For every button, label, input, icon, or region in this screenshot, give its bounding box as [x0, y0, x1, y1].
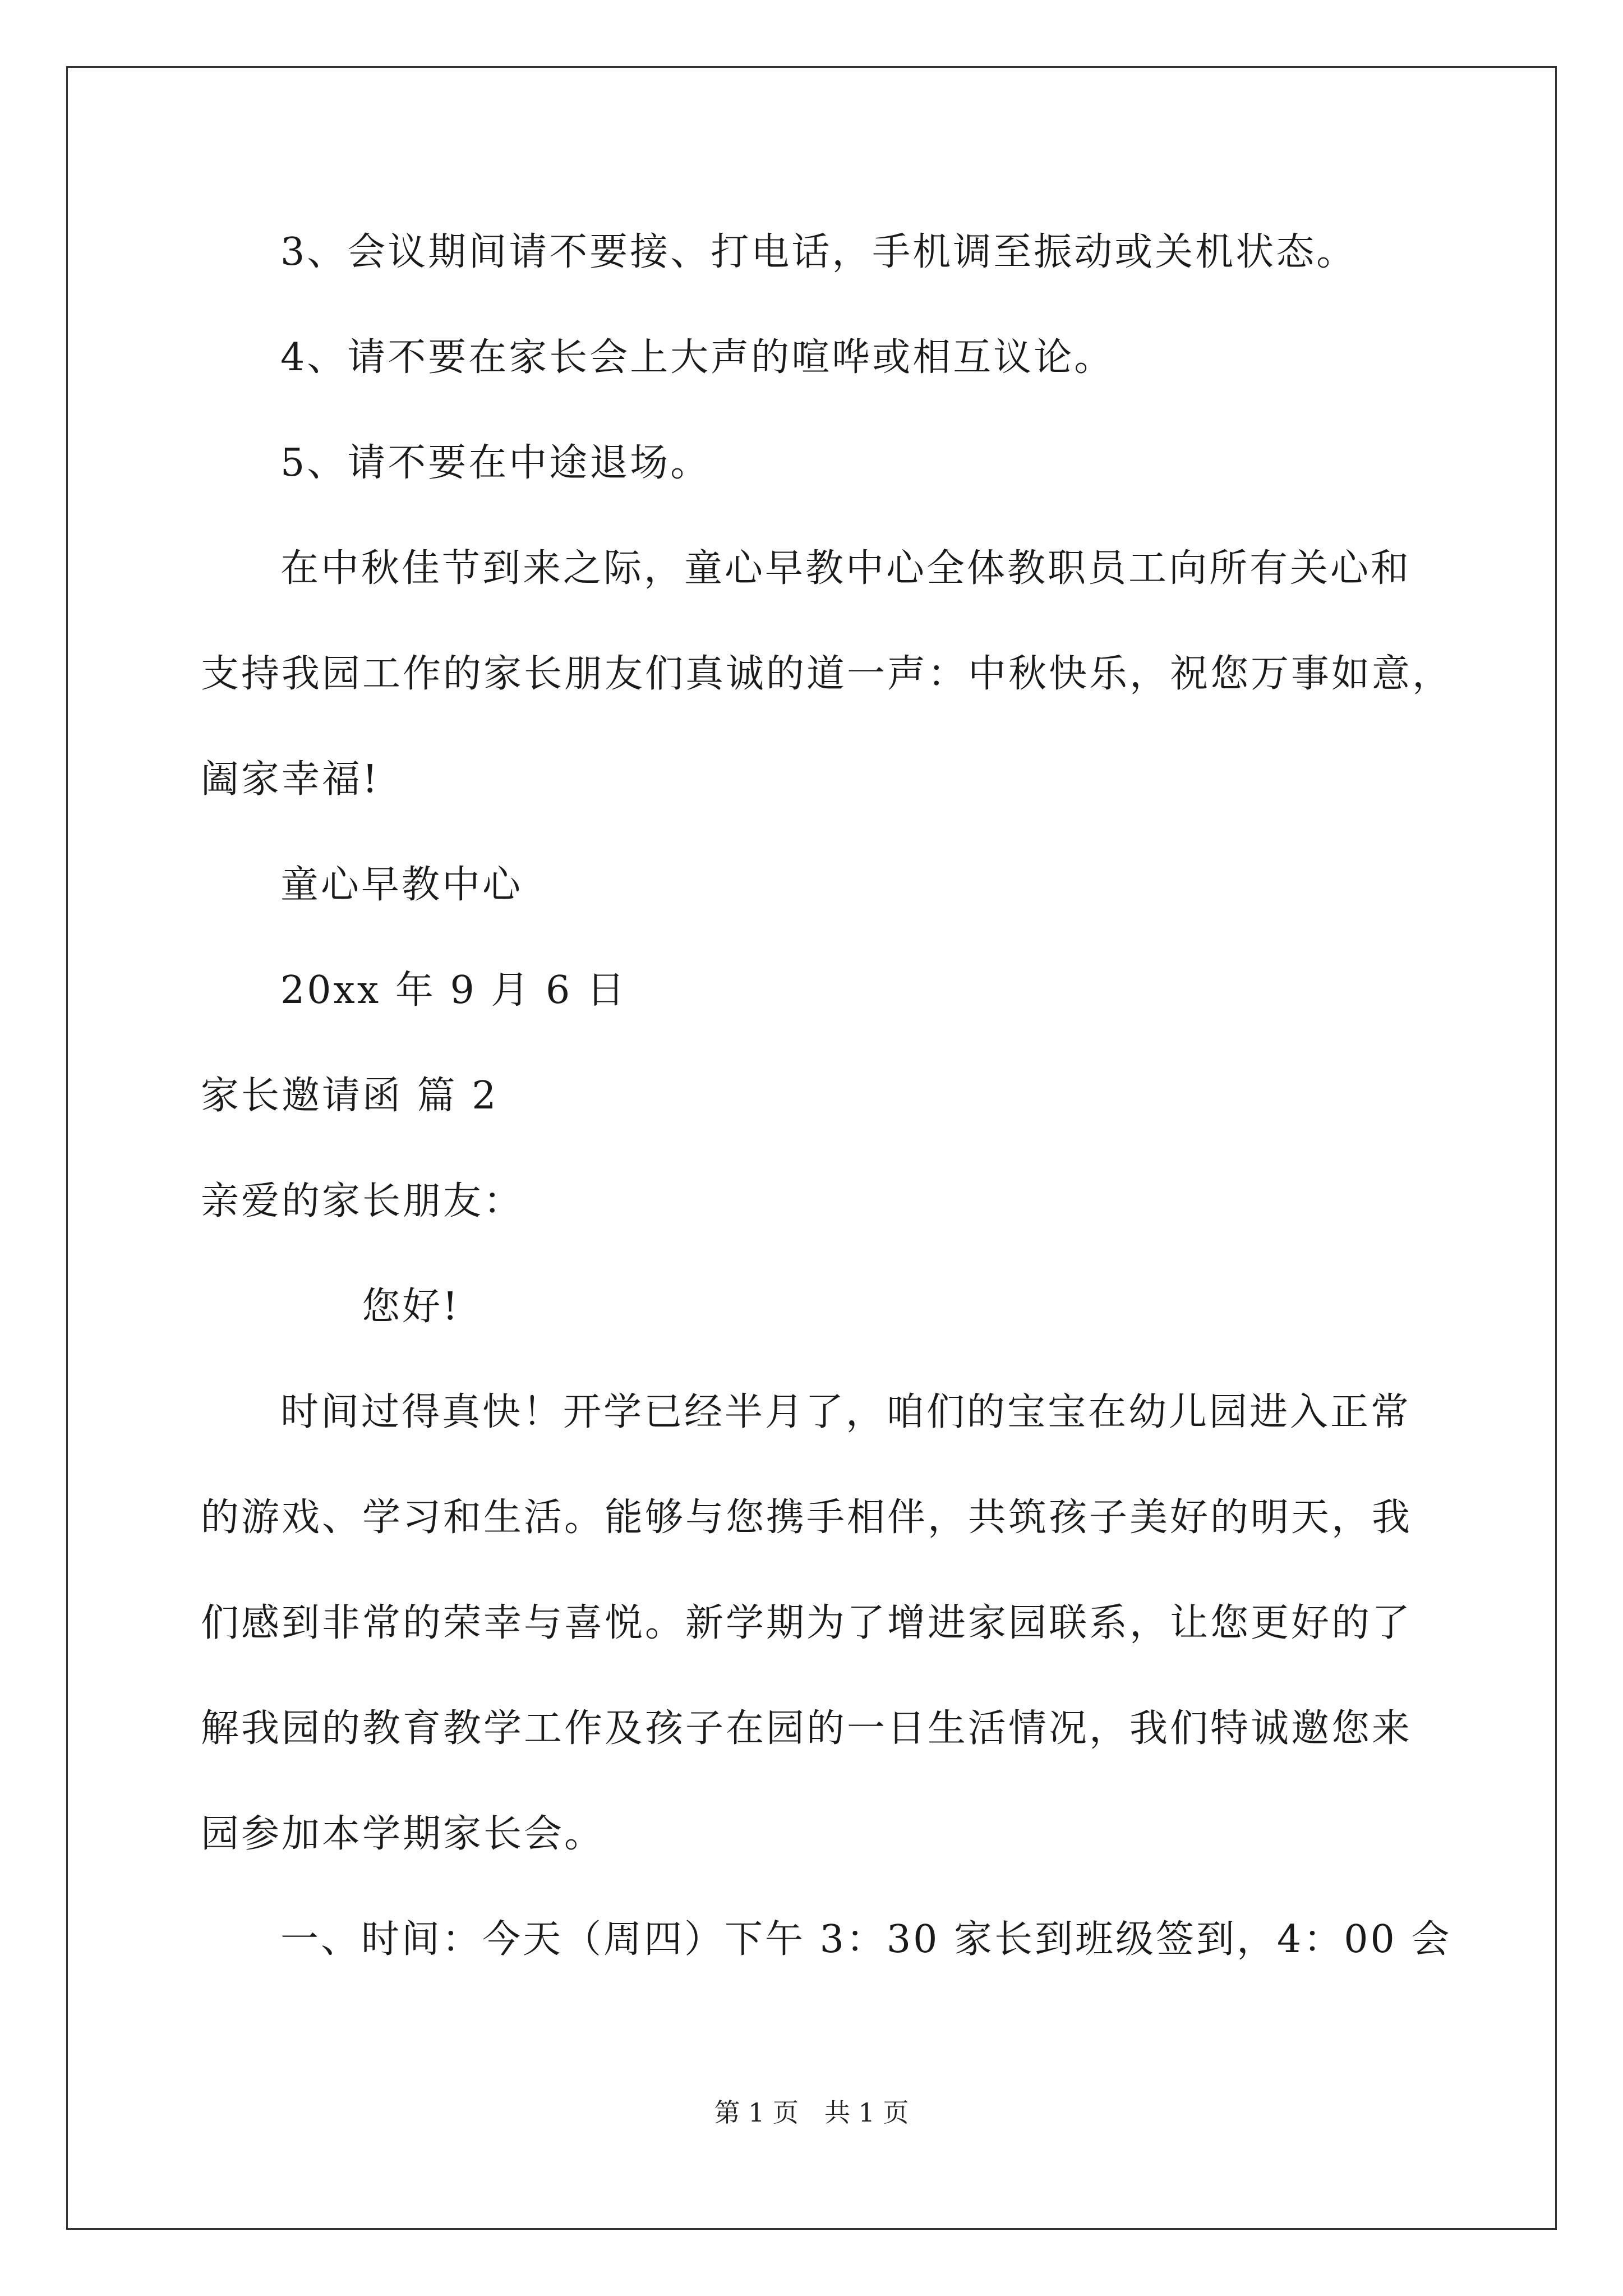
salutation: 亲爱的家长朋友：: [201, 1179, 524, 1223]
body-paragraph-line: 时间过得真快！开学已经半月了，咱们的宝宝在幼儿园进入正常: [280, 1390, 1412, 1434]
schedule-item: 一、时间：今天（周四）下午 3：30 家长到班级签到，4：00 会: [280, 1917, 1452, 1962]
greeting-paragraph-line: 在中秋佳节到来之际，童心早教中心全体教职员工向所有关心和: [280, 546, 1412, 591]
notice-item-4: 4、请不要在家长会上大声的喧哗或相互议论。: [280, 335, 1115, 380]
notice-item-3: 3、会议期间请不要接、打电话，手机调至振动或关机状态。: [280, 230, 1357, 274]
section-title: 家长邀请函 篇 2: [201, 1074, 499, 1118]
greeting-paragraph-line: 阖家幸福!: [201, 757, 380, 802]
greeting: 您好!: [362, 1285, 460, 1329]
page-border: [66, 66, 1557, 2230]
body-paragraph-line: 们感到非常的荣幸与喜悦。新学期为了增进家园联系，让您更好的了: [201, 1601, 1413, 1645]
body-paragraph-line: 解我园的教育教学工作及孩子在园的一日生活情况，我们特诚邀您来: [201, 1706, 1413, 1751]
body-paragraph-line: 的游戏、学习和生活。能够与您携手相伴，共筑孩子美好的明天，我: [201, 1496, 1413, 1540]
greeting-paragraph-line: 支持我园工作的家长朋友们真诚的道一声：中秋快乐，祝您万事如意，: [201, 652, 1453, 696]
signature-organization: 童心早教中心: [280, 863, 523, 907]
signature-date: 20xx 年 9 月 6 日: [280, 968, 627, 1013]
body-paragraph-line: 园参加本学期家长会。: [201, 1812, 605, 1856]
notice-item-5: 5、请不要在中途退场。: [280, 441, 711, 485]
page-number-footer: 第 1 页 共 1 页: [714, 2097, 909, 2128]
